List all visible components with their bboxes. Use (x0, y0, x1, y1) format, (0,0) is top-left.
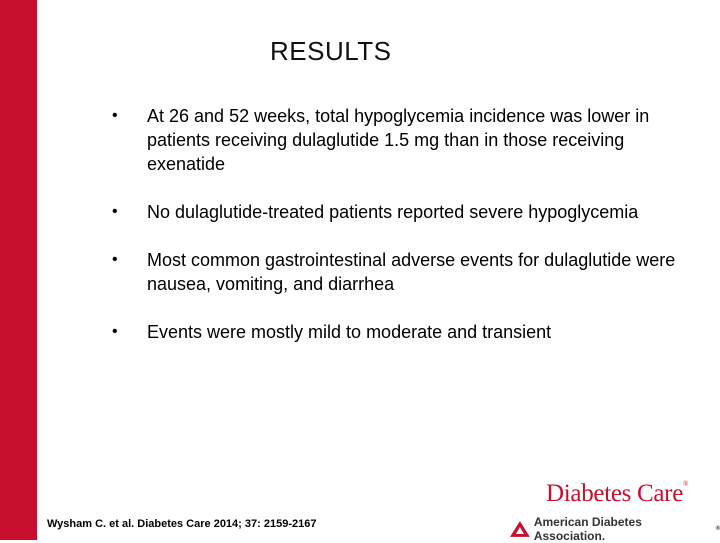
bullet-item (110, 200, 700, 224)
registered-mark: ® (683, 480, 689, 488)
bullet-marker: • (112, 323, 118, 340)
ada-logo-text: American Diabetes Association. (533, 515, 642, 543)
left-accent-bar (0, 0, 37, 540)
bullet-item (110, 320, 700, 344)
bullet-item (110, 104, 700, 176)
bullet-item (110, 248, 700, 296)
bullet-text: No dulaglutide-treated patients reported severe hypoglycemia (147, 202, 639, 222)
ada-logo (510, 515, 720, 543)
registered-mark: ® (715, 526, 720, 532)
bullet-marker: • (112, 203, 118, 220)
slide-title: RESULTS (270, 36, 392, 66)
bullet-marker: • (112, 107, 118, 124)
bullet-text: Events were mostly mild to moderate and transient (147, 322, 552, 342)
ada-triangle-icon (510, 521, 530, 537)
bullet-text: At 26 and 52 weeks, total hypoglycemia incidence was lower in patients receiving dulaglutide 1.5 mg than in those receiving exenatide (147, 106, 650, 174)
diabetes-care-logo (546, 480, 688, 508)
bullet-marker: • (112, 251, 118, 268)
bullet-text: Most common gastrointestinal adverse events for dulaglutide were nausea, vomiting, and diarrhea (147, 250, 676, 294)
bullet-list (110, 104, 700, 368)
diabetes-care-logo-text: Diabetes Care (546, 480, 684, 507)
citation: Wysham C. et al. Diabetes Care 2014; 37: 2159-2167 (47, 518, 317, 530)
